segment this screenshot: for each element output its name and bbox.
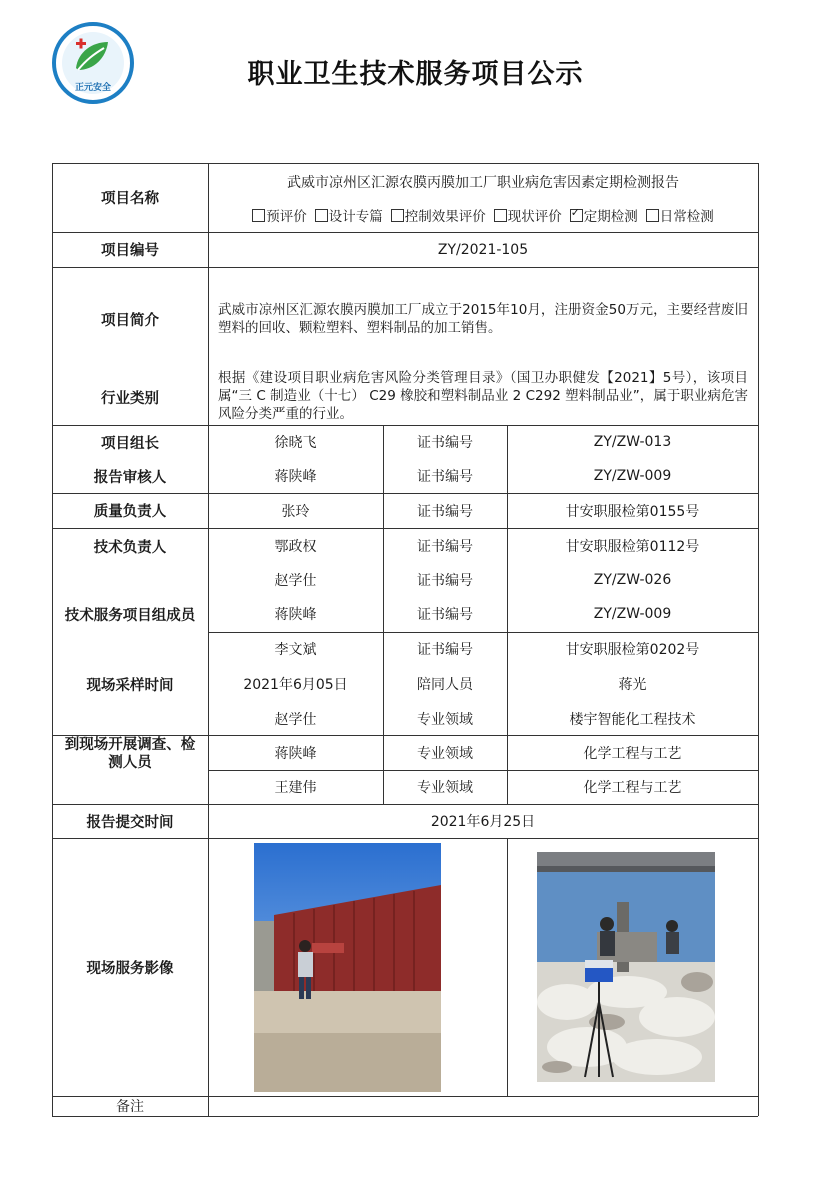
cert-number: 甘安职服检第0112号	[565, 539, 700, 555]
submit-label: 报告提交时间	[86, 814, 174, 831]
project-type-option	[646, 205, 714, 225]
cert-number: ZY/ZW-009	[593, 606, 672, 622]
project-type-option	[391, 205, 486, 225]
project-type-label: 预评价	[266, 209, 307, 225]
empty-box-icon	[646, 209, 659, 222]
project-intro-value: 武威市凉州区汇源农膜丙膜加工厂成立于2015年10月，注册资金50万元，主要经营废旧塑料的回收、颗粒塑料、塑料制品的加工销售。	[218, 302, 748, 336]
investigator-name: 王建伟	[274, 780, 317, 796]
industry-value: 根据《建设项目职业病危害风险分类管理目录》（国卫办职健发【2021】5号），该项目属“三 C 制造业（十七） C29 橡胶和塑料制品业 2 C292 塑料制品业”，属于职业病危害风险分类严重的行业。	[218, 370, 748, 422]
cert-number: ZY/ZW-013	[593, 434, 672, 450]
cert-label: 证书编号	[417, 607, 473, 623]
checked-box-icon	[570, 209, 583, 222]
cert-label: 证书编号	[417, 503, 473, 520]
field-value: 化学工程与工艺	[583, 780, 682, 796]
project-name-label: 项目名称	[101, 191, 159, 207]
page-title: 职业卫生技术服务项目公示	[247, 59, 584, 90]
sampling-time-label: 现场采样时间	[86, 677, 174, 694]
project-name-value: 武威市凉州区汇源农膜丙膜加工厂职业病危害因素定期检测报告	[287, 175, 679, 191]
investigator-name: 赵学仕	[274, 711, 317, 728]
cert-label: 证书编号	[417, 642, 473, 658]
project-type-label: 日常检测	[659, 209, 714, 225]
staff-name: 蒋陕峰	[274, 607, 317, 623]
project-type-label: 设计专篇	[328, 209, 383, 225]
staff-name: 张玲	[281, 503, 310, 520]
field-label: 专业领域	[417, 780, 473, 796]
project-intro-label: 项目简介	[101, 312, 159, 329]
investigator-name: 蒋陕峰	[274, 745, 317, 762]
cert-label: 证书编号	[417, 435, 473, 451]
cert-number: ZY/ZW-026	[593, 572, 672, 588]
field-value: 化学工程与工艺	[583, 745, 682, 762]
logo-text: 正元安全	[74, 83, 111, 93]
reviewer-label: 报告审核人	[93, 469, 167, 486]
leader-label: 项目组长	[101, 435, 159, 452]
empty-box-icon	[391, 209, 404, 222]
project-type-label: 现状评价	[507, 209, 562, 225]
quality-label: 质量负责人	[93, 504, 167, 520]
accompany-value: 蒋光	[618, 677, 647, 693]
staff-name: 徐晓飞	[274, 435, 317, 451]
cert-number: ZY/ZW-009	[593, 468, 672, 484]
sampling-time-value: 2021年6月05日	[243, 677, 348, 693]
field-label: 专业领域	[417, 711, 473, 728]
remark-label: 备注	[116, 1099, 144, 1115]
cert-number: 甘安职服检第0202号	[565, 642, 700, 658]
investigation-label: 到现场开展调查、检测人员	[64, 737, 196, 771]
members-label: 技术服务项目组成员	[64, 607, 196, 624]
submit-value: 2021年6月25日	[430, 814, 536, 830]
cert-label: 证书编号	[417, 469, 473, 485]
project-type-option	[570, 205, 638, 225]
field-label: 专业领域	[417, 745, 473, 762]
project-type-checkboxes	[208, 200, 758, 230]
staff-name: 李文斌	[274, 642, 317, 658]
project-type-option	[494, 205, 562, 225]
site-photo-sampling	[537, 852, 715, 1082]
staff-name: 鄂政权	[274, 539, 317, 555]
empty-box-icon	[315, 209, 328, 222]
field-value: 楼宇智能化工程技术	[569, 711, 696, 728]
industry-label: 行业类别	[101, 390, 159, 407]
cert-number: 甘安职服检第0155号	[565, 503, 700, 520]
empty-box-icon	[252, 209, 265, 222]
empty-box-icon	[494, 209, 507, 222]
project-type-option	[315, 205, 383, 225]
project-type-label: 定期检测	[583, 209, 638, 225]
project-code-label: 项目编号	[101, 243, 159, 259]
cert-label: 证书编号	[417, 539, 473, 555]
staff-name: 赵学仕	[274, 573, 317, 589]
images-label: 现场服务影像	[86, 960, 174, 977]
project-type-label: 控制效果评价	[404, 209, 486, 225]
tech-label: 技术负责人	[93, 539, 167, 556]
site-photo-gate	[254, 843, 441, 1092]
project-type-option	[252, 205, 307, 225]
accompany-label: 陪同人员	[417, 677, 473, 693]
staff-name: 蒋陕峰	[274, 469, 317, 485]
cert-label: 证书编号	[417, 573, 473, 589]
project-code-value: ZY/2021-105	[437, 241, 529, 258]
